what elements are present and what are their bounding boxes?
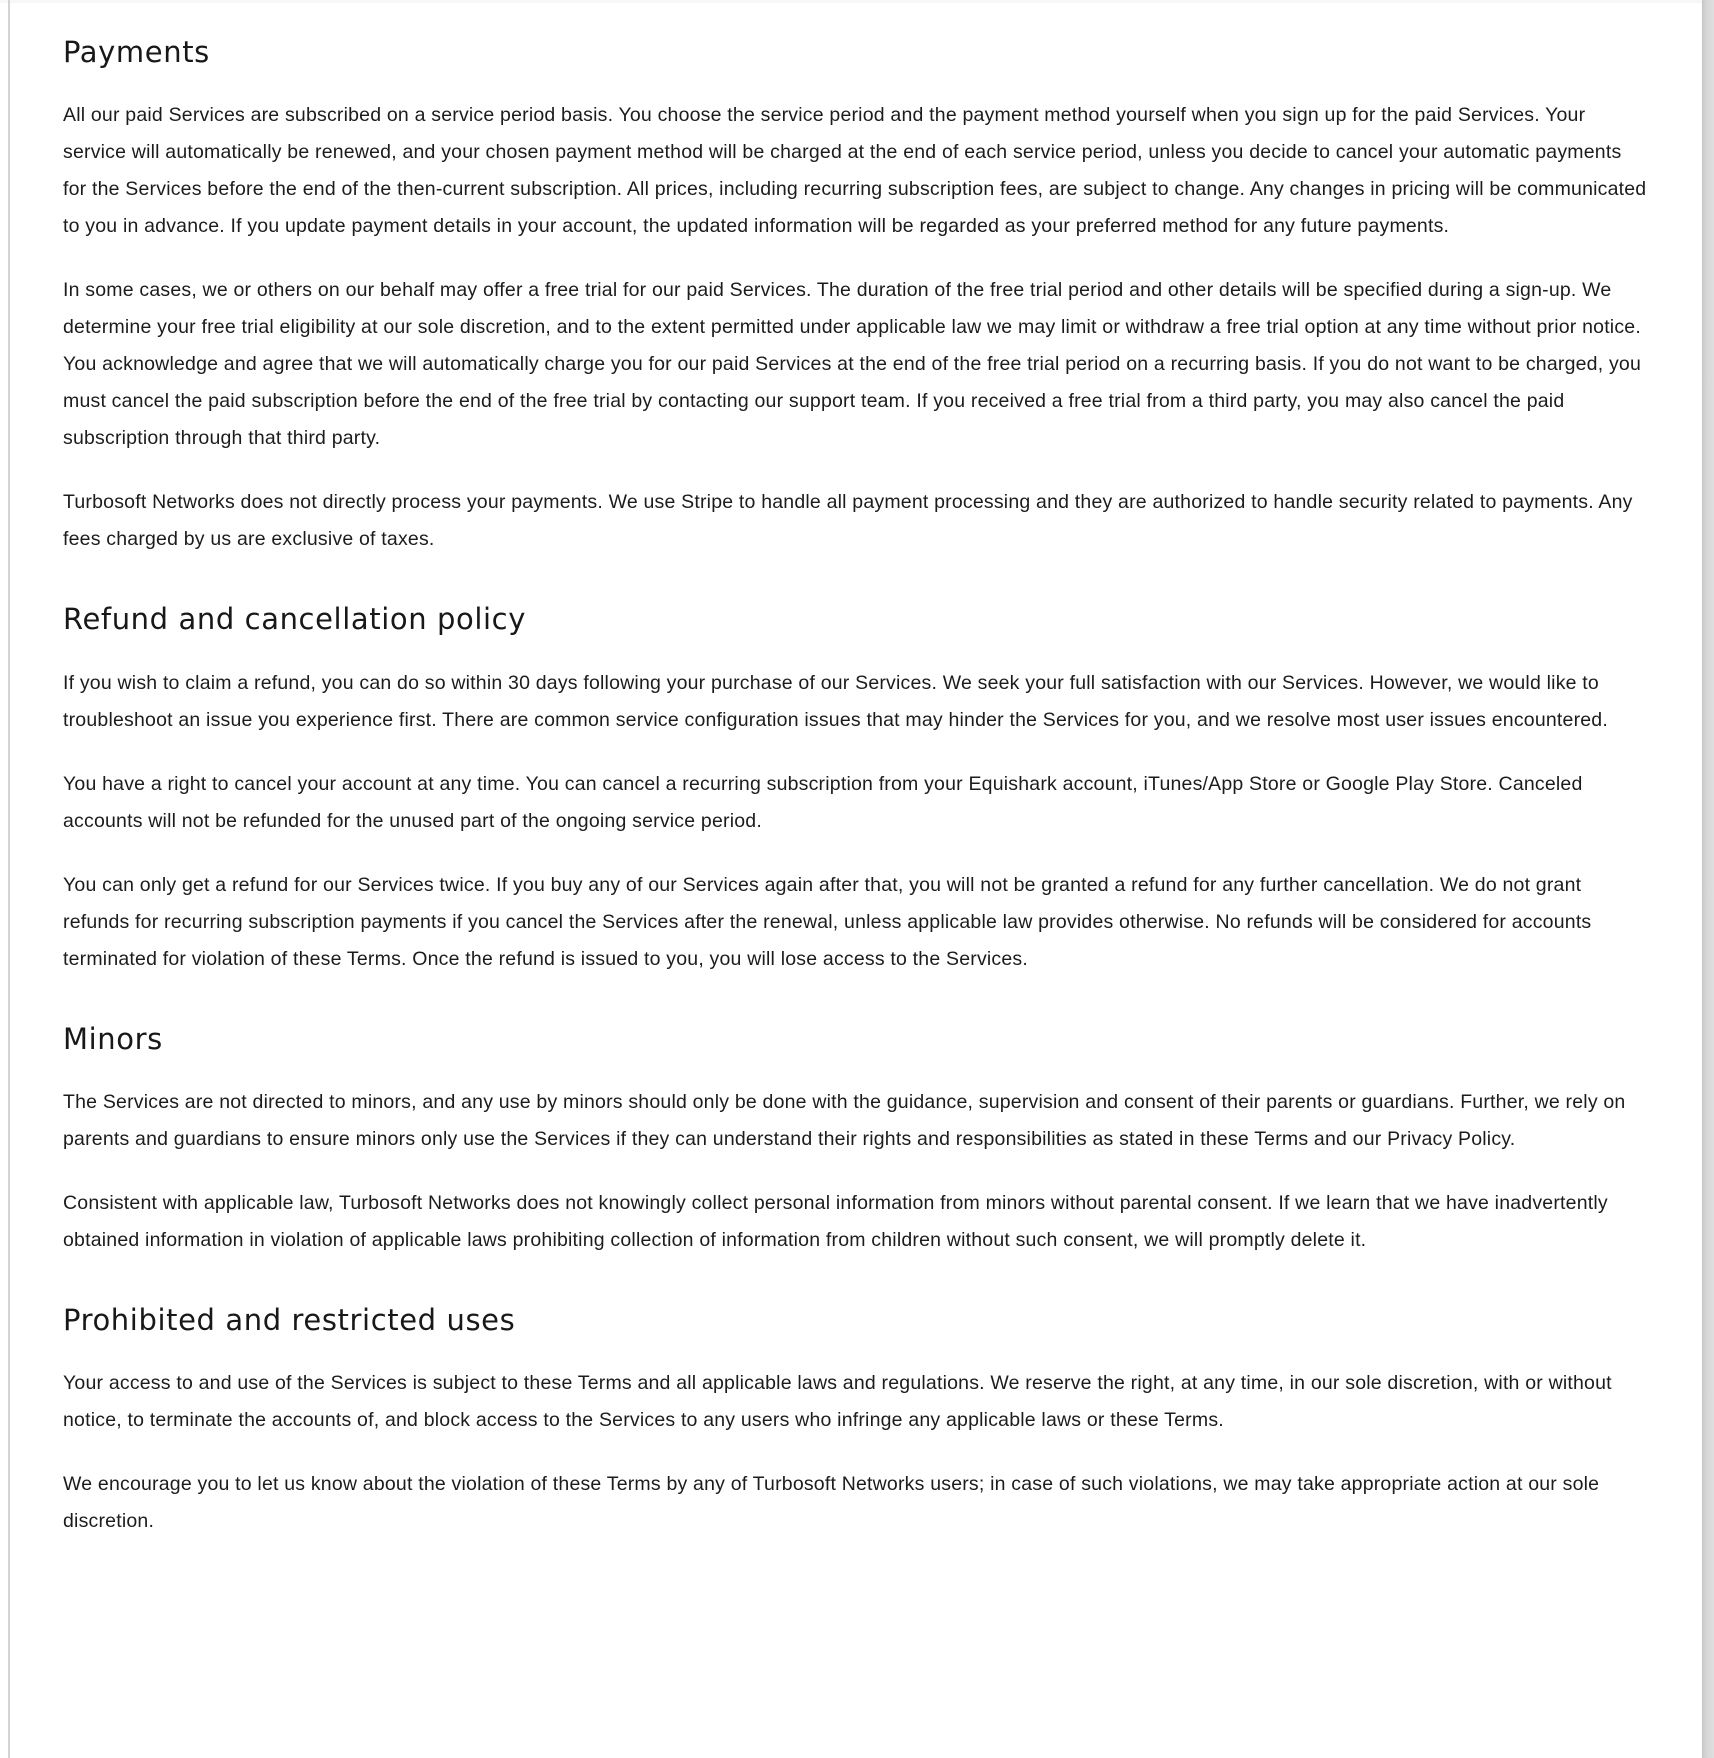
- section-payments: [63, 34, 1650, 558]
- section-heading-minors: Minors: [63, 1021, 163, 1056]
- section-heading-payments: Payments: [63, 35, 210, 69]
- section-minors: [63, 1021, 1650, 1259]
- page-top-edge: [0, 0, 1714, 3]
- paragraph: Consistent with applicable law, Turbosoft Networks does not knowingly collect personal information from minors without parental consent. If we learn that we have inadvertently obtained information in violation of applicable laws prohibiting collection of information from children without such consent, we will promptly delete it.: [63, 1191, 1608, 1251]
- section-prohibited-and-restricted-uses: [63, 1302, 1650, 1540]
- paragraph: You have a right to cancel your account at any time. You can cancel a recurring subscription from your Equishark account, iTunes/App Store or Google Play Store. Canceled accounts will not be refunded for the unused part of the ongoing service period.: [63, 772, 1583, 832]
- paragraph: All our paid Services are subscribed on a service period basis. You choose the service period and the payment method yourself when you sign up for the paid Services. Your service will automatically be renewed, and your chosen payment method will be charged at the end of each service period, unless you decide to cancel your automatic payments for the Services before the end of the then-current subscription. All prices, including recurring subscription fees, are subject to change. Any changes in pricing will be communicated to you in advance. If you update payment details in your account, the updated information will be regarded as your preferred method for any future payments.: [63, 104, 1647, 238]
- vertical-scrollbar[interactable]: [1702, 0, 1714, 1758]
- paragraph: If you wish to claim a refund, you can do so within 30 days following your purchase of our Services. We seek your full satisfaction with our Services. However, we would like to troubleshoot an issue you experience first. There are common service configuration issues that may hinder the Services for you, and we resolve most user issues encountered.: [63, 671, 1608, 731]
- section-heading-refund-and-cancellation-policy: Refund and cancellation policy: [63, 602, 526, 637]
- page-left-edge: [8, 0, 10, 1758]
- section-refund-and-cancellation-policy: [63, 601, 1650, 977]
- paragraph: You can only get a refund for our Services twice. If you buy any of our Services again after that, you will not be granted a refund for any further cancellation. We do not grant refunds for recurring subscription payments if you cancel the Services after the renewal, unless applicable law provides otherwise. No refunds will be considered for accounts terminated for violation of these Terms. Once the refund is issued to you, you will lose access to the Services.: [63, 873, 1592, 970]
- paragraph: Your access to and use of the Services is subject to these Terms and all applicable laws and regulations. We reserve the right, at any time, in our sole discretion, with or without notice, to terminate the accounts of, and block access to the Services to any users who infringe any applicable laws or these Terms.: [63, 1372, 1612, 1431]
- paragraph: Turbosoft Networks does not directly process your payments. We use Stripe to handle all payment processing and they are authorized to handle security related to payments. Any fees charged by us are exclusive of taxes.: [63, 491, 1633, 551]
- paragraph: We encourage you to let us know about the violation of these Terms by any of Turbosoft Networks users; in case of such violations, we may take appropriate action at our sole discretion.: [63, 1473, 1600, 1532]
- paragraph: In some cases, we or others on our behalf may offer a free trial for our paid Services. The duration of the free trial period and other details will be specified during a sign-up. We determine your free trial eligibility at our sole discretion, and to the extent permitted under applicable law we may limit or withdraw a free trial option at any time without prior notice. You acknowledge and agree that we will automatically charge you for our paid Services at the end of the free trial period on a recurring basis. If you do not want to be charged, you must cancel the paid subscription before the end of the free trial by contacting our support team. If you received a free trial from a third party, you may also cancel the paid subscription through that third party.: [63, 279, 1641, 450]
- section-heading-prohibited-and-restricted-uses: Prohibited and restricted uses: [63, 1302, 516, 1337]
- paragraph: The Services are not directed to minors, and any use by minors should only be done with the guidance, supervision and consent of their parents or guardians. Further, we rely on parents and guardians to ensure minors only use the Services if they can understand their rights and responsibilities as stated in these Terms and our Privacy Policy.: [63, 1090, 1626, 1150]
